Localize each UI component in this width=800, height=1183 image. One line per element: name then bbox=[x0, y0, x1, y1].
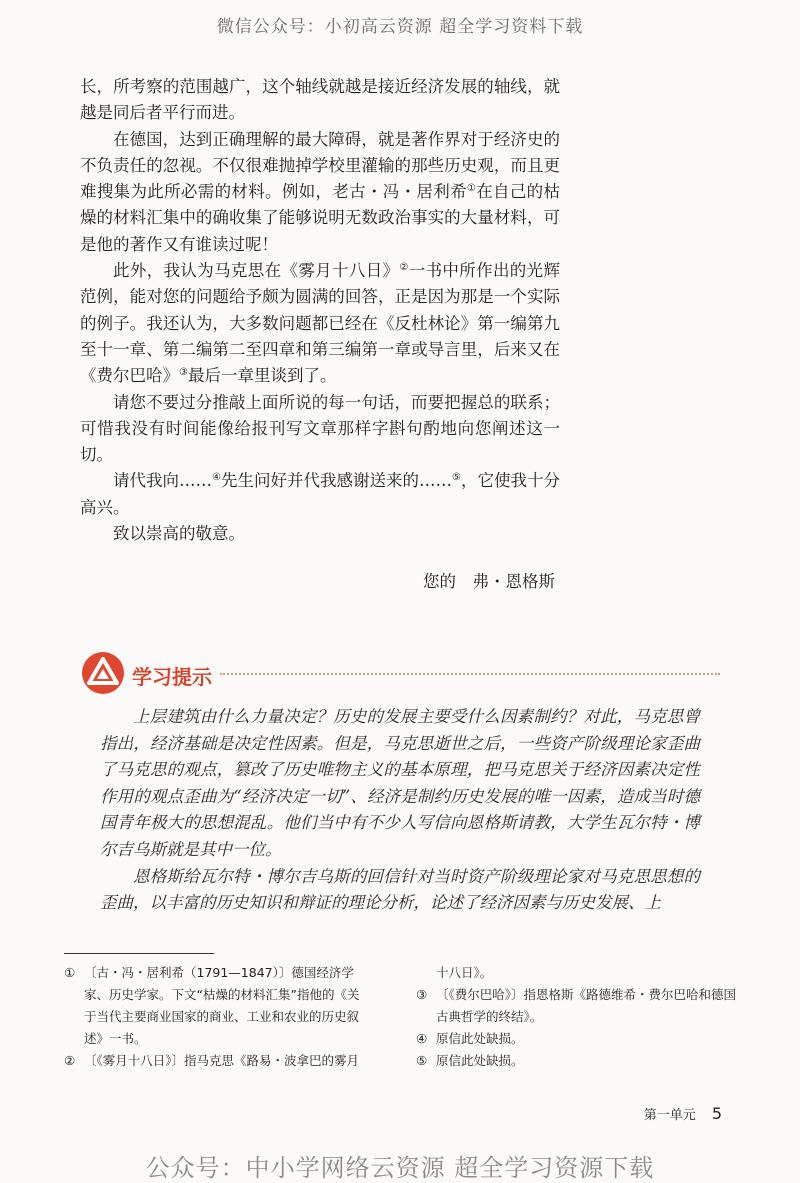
tip-paragraph: 恩格斯给瓦尔特・博尔吉乌斯的回信针对当时资产阶级理论家对马克思思想的歪曲，以丰富的历史知识和辩证的理论分析，论述了经济因素与历史发展、上 bbox=[100, 866, 700, 913]
footnote-divider bbox=[64, 953, 214, 954]
letter-paragraph: 此外，我认为马克思在《雾月十八日》②一书中所作出的光辉范例，能对您的问题给予颇为圆满的回答，正是因为那是一个实际的例子。我还认为，大多数问题都已经在《反杜林论》第一编第九至十一章、第二编第二至四章和第三编第一章或导言里，后来又在《费尔巴哈》③最后一章里谈到了。 bbox=[80, 261, 560, 386]
letter-paragraph: 长，所考察的范围越广，这个轴线就越是接近经济发展的轴线，就越是同后者平行而进。 bbox=[80, 77, 560, 123]
footnote-item bbox=[416, 984, 736, 1028]
letter-signature: 您的 弗・恩格斯 bbox=[423, 572, 555, 591]
footnote-item bbox=[416, 1050, 736, 1072]
footnote-text: 原信此处缺损。 bbox=[436, 1053, 524, 1068]
footnote-item bbox=[64, 962, 364, 1050]
footnote-ref[interactable]: ④ bbox=[212, 472, 221, 484]
footnote-mark: ⑤ bbox=[416, 1053, 428, 1068]
footnote-mark: ① bbox=[64, 965, 76, 980]
footnote-item bbox=[416, 1028, 736, 1050]
tip-paragraph: 上层建筑由什么力量决定？历史的发展主要受什么因素制约？对此，马克思曾指出，经济基础是决定性因素。但是，马克思逝世之后，一些资产阶级理论家歪曲了马克思的观点，篡改了历史唯物主义的基本原理，把马克思关于经济因素决定性作用的观点歪曲为“经济决定一切”、经济是制约历史发展的唯一因素，造成当时德国青年极大的思想混乱。他们当中有不少人写信向恩格斯请教，大学生瓦尔特・博尔吉乌斯就是其中一位。 bbox=[100, 707, 700, 859]
letter-paragraph: 在德国，达到正确理解的最大障碍，就是著作界对于经济史的不负责任的忽视。不仅很难抛掉学校里灌输的那些历史观，而且更难搜集为此所必需的材料。例如，老古・冯・居利希①在自己的枯燥的材料汇集中的确收集了能够说明无数政治事实的大量材料，可是他的著作又有谁读过呢！ bbox=[80, 129, 561, 254]
footnote-mark: ④ bbox=[416, 1031, 428, 1046]
footnote-text: 〔古・冯・居利希（1791—1847）〕德国经济学家、历史学家。下文“枯燥的材料汇集”指他的《关于当代主要商业国家的商业、工业和农业的历史叙述》一书。 bbox=[84, 965, 360, 1046]
study-tips-icon bbox=[80, 650, 126, 696]
section-title: 学习提示 bbox=[132, 665, 212, 689]
footnote-mark: ③ bbox=[416, 987, 428, 1002]
section-divider bbox=[220, 673, 720, 675]
footnotes-left-column bbox=[64, 962, 364, 1072]
footnotes-right-column bbox=[416, 962, 736, 1072]
study-tips-header bbox=[80, 650, 720, 694]
footnote-ref[interactable]: ③ bbox=[179, 367, 188, 379]
footnote-ref[interactable]: ⑤ bbox=[452, 472, 462, 484]
watermark-bottom: 公众号：中小学网络云资源 超全学习资源下载 bbox=[145, 1154, 655, 1182]
footnote-item bbox=[64, 1050, 364, 1072]
study-tips-body bbox=[100, 704, 700, 917]
footnote-ref[interactable]: ② bbox=[399, 262, 409, 274]
letter-paragraph: 请代我向……④先生问好并代我感谢送来的……⑤，它使我十分高兴。 bbox=[80, 471, 561, 517]
footnote-text: 〔《费尔巴哈》〕指恩格斯《路德维希・费尔巴哈和德国古典哲学的终结》。 bbox=[436, 987, 737, 1024]
footnote-ref[interactable]: ① bbox=[466, 183, 477, 195]
footnote-mark: ② bbox=[64, 1053, 76, 1068]
watermark-top: 微信公众号：小初高云资源 超全学习资料下载 bbox=[216, 17, 584, 37]
letter-paragraph: 请您不要过分推敲上面所说的每一句话，而要把握总的联系；可惜我没有时间能像给报刊写文章那样字斟句酌地向您阐述这一切。 bbox=[80, 392, 560, 465]
page-footer bbox=[644, 1104, 722, 1123]
unit-label: 第一单元 bbox=[643, 1108, 696, 1123]
letter-closing: 致以崇高的敬意。 bbox=[113, 524, 245, 544]
footnote-text: 〔《雾月十八日》〕指马克思《路易・波拿巴的雾月 bbox=[84, 1053, 360, 1068]
page-number: 5 bbox=[711, 1104, 722, 1123]
footnote-continuation: 十八日》。 bbox=[436, 965, 493, 980]
letter-body bbox=[80, 74, 560, 547]
footnote-text: 原信此处缺损。 bbox=[436, 1031, 524, 1046]
